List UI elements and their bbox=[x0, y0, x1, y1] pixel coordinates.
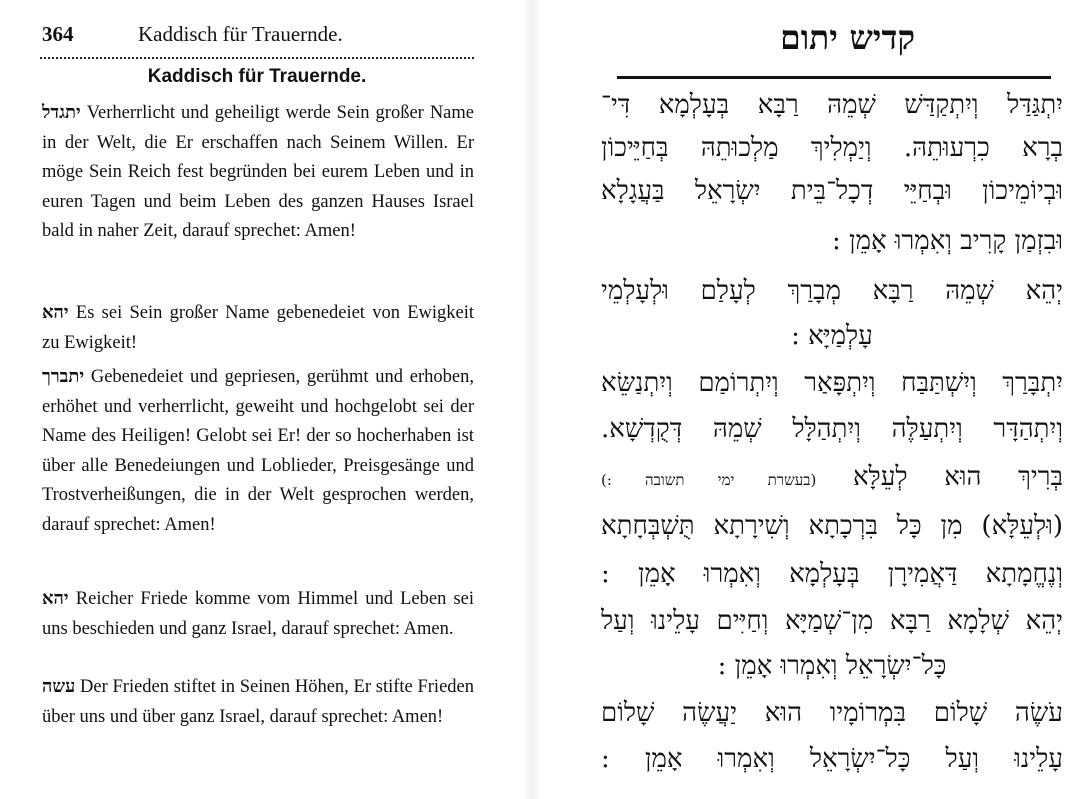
right-page bbox=[545, 0, 1083, 799]
hebrew-line: יְהֵא שְׁמֵהּ רַבָּא מְבָרַךְ לְעָלַם וּלְעָלְמֵי bbox=[601, 276, 1063, 306]
hebrew-line: וּבִזְמַן קָרִיב וְאִמְרוּ אָמֵן : bbox=[831, 226, 1063, 256]
hebrew-title: קדיש יתום bbox=[780, 18, 915, 57]
hebrew-line: עֹשֶׂה שָׁלוֹם בִּמְרוֹמָיו הוּא יַעֲשֶׂה שָׁלוֹם bbox=[601, 698, 1063, 728]
section-title: Kaddisch für Trauernde. bbox=[147, 66, 367, 87]
hebrew-line: עָלְמַיָּא : bbox=[791, 321, 873, 351]
paragraph-lead-word: יהא bbox=[42, 588, 69, 609]
hebrew-line: וּבְיוֹמֵיכוֹן וּבְחַיֵּי דְכָל־בֵּית יִשְׂרָאֵל בַּעֲגָלָא bbox=[601, 176, 1063, 206]
book-gutter bbox=[522, 0, 542, 799]
hebrew-line: וְיִתְהַדָּר וְיִתְעַלֶּה וְיִתְהַלָּל שְׁמֵהּ דְּקֻדְשָׁא. bbox=[601, 414, 1063, 444]
hebrew-line: יִתְגַּדַּל וְיִתְקַדַּשׁ שְׁמֵהּ רַבָּא בְּעָלְמָא דִּי־ bbox=[601, 90, 1063, 120]
running-head bbox=[42, 22, 472, 50]
paragraph-text: Verherrlicht und geheiligt werde Sein großer Name in der Welt, die Er erschaffen nach Seinem Willen. Er möge Sein Reich fest begründen bei eurem Leben und in euren Tagen und beim Leben des ganzen Hauses Israel bald in naher Zeit, darauf sprechet: Amen! bbox=[42, 103, 474, 242]
hebrew-line-with-note bbox=[601, 456, 1063, 498]
hebrew-text: בְּרִיךְ הוּא לְעֵלָּא bbox=[852, 462, 1063, 492]
paragraph-text: Der Frieden stiftet in Seinen Höhen, Er stifte Frieden über uns und über ganz Israel, darauf sprechet: Amen! bbox=[42, 677, 474, 727]
dotted-rule bbox=[40, 57, 474, 59]
paragraph-yitgadal bbox=[42, 98, 474, 247]
title-rule bbox=[617, 76, 1051, 79]
paragraph-text: Es sei Sein großer Name gebenedeiet von Ewigkeit zu Ewigkeit! bbox=[42, 303, 474, 353]
hebrew-line: יִתְבָּרַךְ וְיִשְׁתַּבַּח וְיִתְפָּאַר וְיִתְרוֹמַם וְיִתְנַשֵּׂא bbox=[601, 368, 1063, 398]
hebrew-line: כָּל־יִשְׂרָאֵל וְאִמְרוּ אָמֵן : bbox=[717, 651, 947, 681]
paragraph-yehe-shlama bbox=[42, 584, 474, 644]
left-page bbox=[0, 0, 520, 799]
paragraph-yehe bbox=[42, 298, 474, 358]
hebrew-line: עָלֵינוּ וְעַל כָּל־יִשְׂרָאֵל וְאִמְרוּ אָמֵן : bbox=[601, 744, 1063, 774]
running-title: Kaddisch für Trauernde. bbox=[138, 22, 343, 46]
paragraph-text: Reicher Friede komme vom Himmel und Leben sei uns beschieden und ganz Israel, darauf sprechet: Amen. bbox=[42, 589, 474, 639]
paragraph-lead-word: יהא bbox=[42, 302, 69, 323]
paragraph-lead-word: יתברך bbox=[42, 366, 85, 387]
hebrew-line: יְהֵא שְׁלָמָא רַבָּא מִן־שְׁמַיָּא וְחַיִּים עָלֵינוּ וְעַל bbox=[601, 606, 1063, 636]
hebrew-line: (וּלְעֵלָּא) מִן כָּל בִּרְכָתָא וְשִׁירָתָא תֻּשְׁבְּחָתָא bbox=[601, 511, 1063, 541]
paragraph-text: Gebenedeiet und gepriesen, gerühmt und erhoben, erhöhet und verherrlicht, geweiht und hochgelobt sei der Name des Heiligen! Gelobt sei Er! der so hocherhaben ist über alle Benedeiungen und Loblieder, Preisgesänge und Trostverheißungen, die in der Welt gesprochen werden, darauf sprechet: Amen! bbox=[42, 367, 474, 535]
paragraph-oseh bbox=[42, 672, 474, 732]
hebrew-line: בְרָא כִרְעוּתֵהּ. וְיַמְלִיךְ מַלְכוּתֵהּ בְּחַיֵּיכוֹן bbox=[601, 133, 1063, 163]
paragraph-lead-word: עשה bbox=[42, 676, 76, 697]
paragraph-lead-word: יתגדל bbox=[42, 102, 81, 123]
paragraph-yitbarach bbox=[42, 362, 474, 541]
page-number: 364 bbox=[42, 22, 74, 46]
ten-days-note: (בעשרת ימי תשובה :) bbox=[601, 471, 817, 489]
hebrew-line: וְנֶחֱמָתָא דַּאֲמִירָן בְּעָלְמָא וְאִמְרוּ אָמֵן : bbox=[601, 559, 1063, 589]
